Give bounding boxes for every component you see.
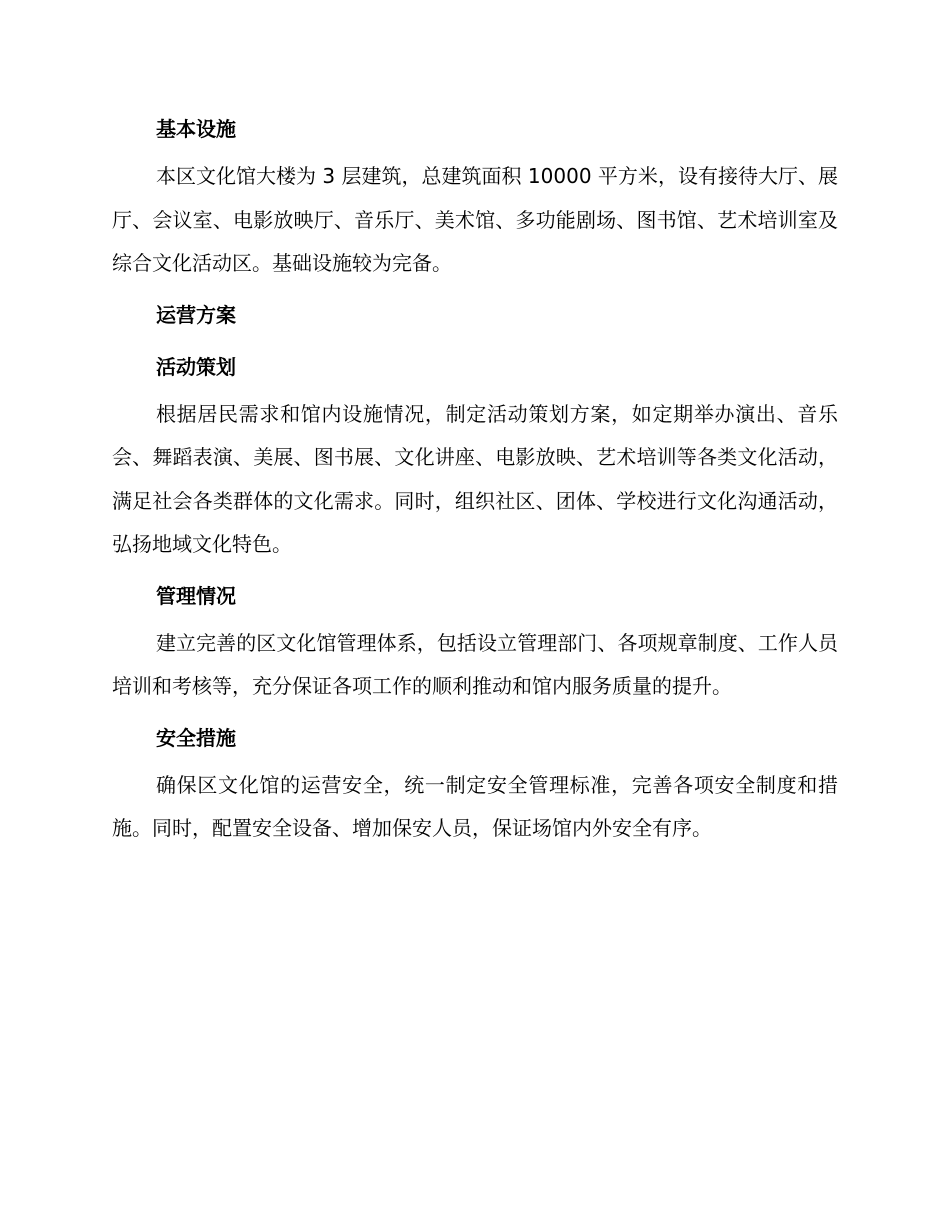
section-paragraph-management: 建立完善的区文化馆管理体系，包括设立管理部门、各项规章制度、工作人员培训和考核等，充分保证各项工作的顺利推动和馆内服务质量的提升。 bbox=[112, 630, 838, 698]
section-paragraph-facilities: 本区文化馆大楼为 3 层建筑，总建筑面积 10000 平方米，设有接待大厅、展厅、会议室、电影放映厅、音乐厅、美术馆、多功能剧场、图书馆、艺术培训室及综合文化活动区。基础设施较为完备。 bbox=[112, 164, 838, 275]
document-body bbox=[112, 103, 838, 854]
section-heading-safety: 安全措施 bbox=[156, 725, 236, 750]
section-heading-activity-planning: 活动策划 bbox=[156, 354, 236, 379]
section-paragraph-safety: 确保区文化馆的运营安全，统一制定安全管理标准，完善各项安全制度和措施。同时，配置安全设备、增加保安人员，保证场馆内外安全有序。 bbox=[112, 772, 838, 840]
section-paragraph-activity-planning: 根据居民需求和馆内设施情况，制定活动策划方案，如定期举办演出、音乐会、舞蹈表演、美展、图书展、文化讲座、电影放映、艺术培训等各类文化活动，满足社会各类群体的文化需求。同时，组织社区、团体、学校进行文化沟通活动，弘扬地域文化特色。 bbox=[112, 401, 838, 556]
section-heading-management: 管理情况 bbox=[156, 583, 236, 608]
section-heading-operations: 运营方案 bbox=[156, 302, 236, 327]
section-heading-facilities: 基本设施 bbox=[156, 117, 236, 141]
